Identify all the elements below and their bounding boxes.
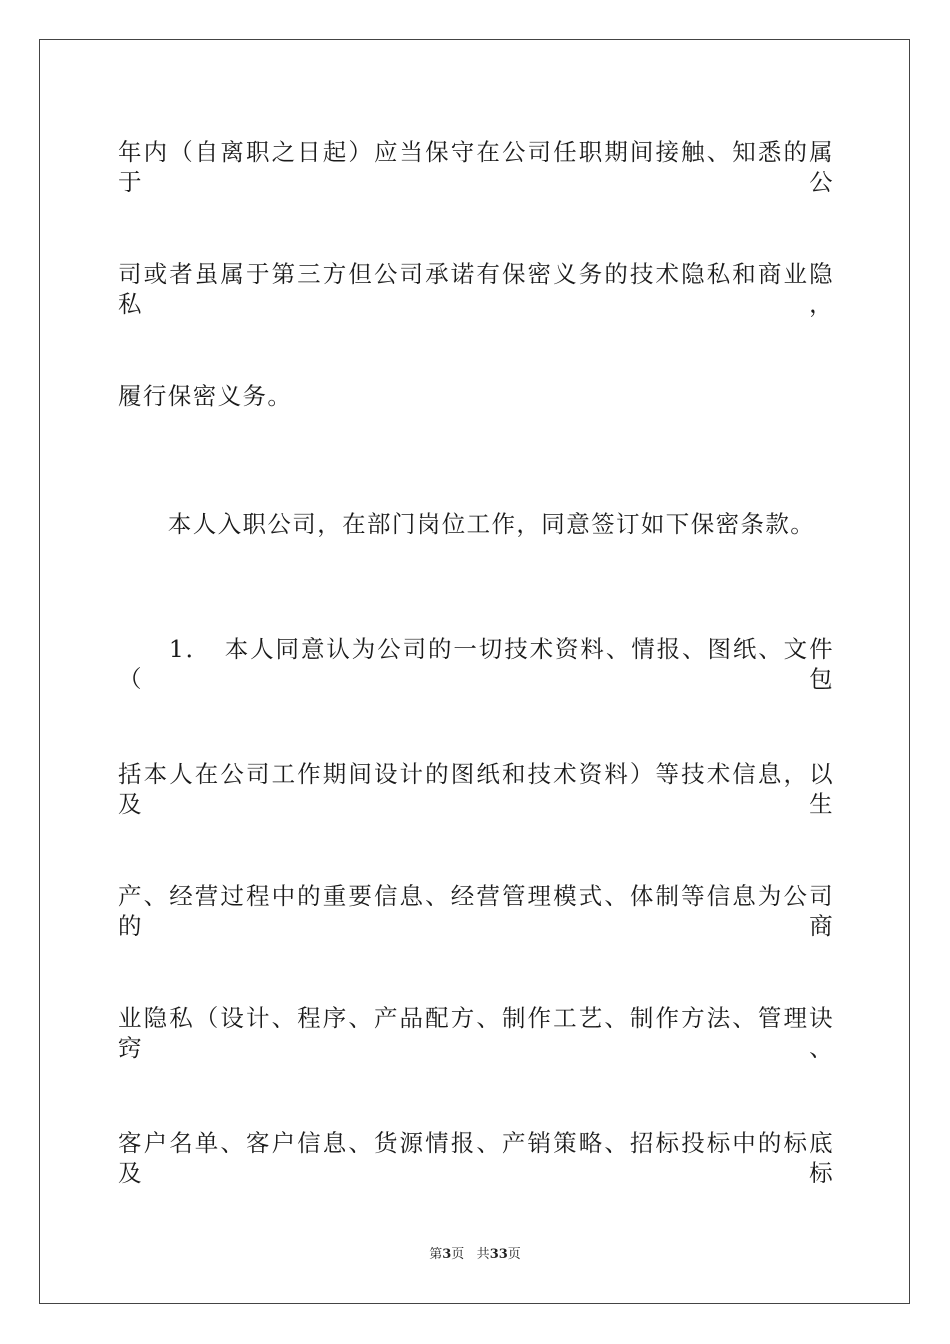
page-footer	[0, 1246, 950, 1264]
body-line-5: 1． 本人同意认为公司的一切技术资料、情报、图纸、文件（包	[118, 635, 834, 693]
body-line-6: 括本人在公司工作期间设计的图纸和技术资料）等技术信息，以及生	[118, 760, 834, 818]
footer-page-suffix: 页	[451, 1247, 465, 1262]
body-line-4: 本人入职公司，在部门岗位工作，同意签订如下保密条款。	[118, 510, 816, 538]
footer-total-prefix: 共	[476, 1247, 490, 1262]
footer-page-prefix: 第	[429, 1247, 443, 1262]
body-line-7: 产、经营过程中的重要信息、经营管理模式、体制等信息为公司的商	[118, 882, 834, 940]
footer-total-pages: 33	[489, 1247, 508, 1262]
body-line-3: 履行保密义务。	[118, 382, 293, 410]
footer-page-number: 3	[442, 1247, 452, 1262]
body-line-8: 业隐私（设计、程序、产品配方、制作工艺、制作方法、管理诀窍、	[118, 1004, 834, 1062]
body-line-2: 司或者虽属于第三方但公司承诺有保密义务的技术隐私和商业隐私，	[118, 260, 834, 318]
body-line-9: 客户名单、客户信息、货源情报、产销策略、招标投标中的标底及标	[118, 1129, 834, 1187]
body-line-1: 年内（自离职之日起）应当保守在公司任职期间接触、知悉的属于公	[118, 138, 834, 196]
footer-total-suffix: 页	[507, 1247, 521, 1262]
